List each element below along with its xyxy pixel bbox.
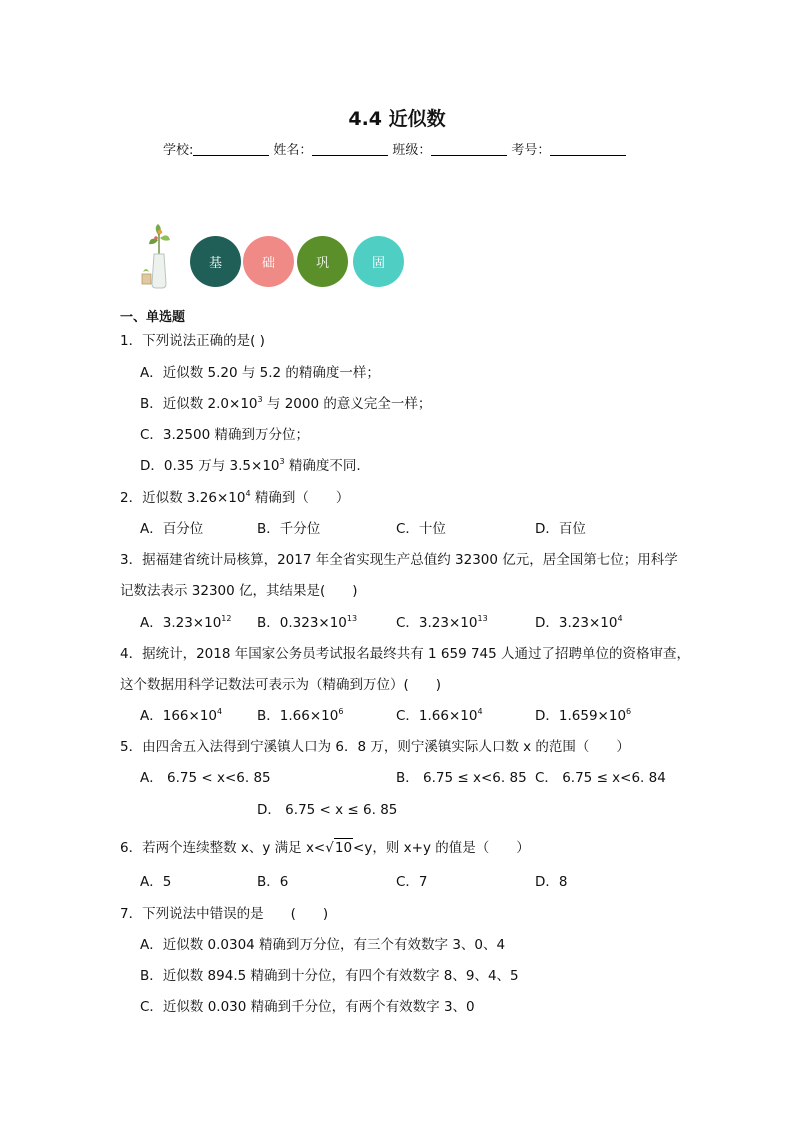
q3-stem-line1: 3．据福建省统计局核算，2017 年全省实现生产总值约 32300 亿元，居全国第七位；用科学 <box>120 552 678 568</box>
q6-radicand: 10 <box>334 840 353 856</box>
student-info-line <box>163 139 626 158</box>
q5-option-c: C． 6.75 ≤ x<6. 84 <box>535 770 666 786</box>
q5-option-a: A． 6.75 < x<6. 85 <box>140 770 271 786</box>
q1-b-post: 与 2000 的意义完全一样； <box>262 396 432 412</box>
q4-option-d <box>535 707 631 725</box>
name-label: 姓名： <box>273 143 313 158</box>
exam-no-label: 考号： <box>511 143 551 158</box>
q4-stem-line1: 4．据统计，2018 年国家公务员考试报名最终共有 1 659 745 人通过了招聘单位的资格审查， <box>120 646 691 662</box>
q4-b-exp: 6 <box>338 707 344 716</box>
q4-d-exp: 6 <box>626 707 632 716</box>
q5-option-d: D． 6.75 < x ≤ 6. 85 <box>257 802 398 818</box>
banner-circle-1: 基 <box>190 236 241 287</box>
q1-d-exp: 3 <box>279 457 285 466</box>
q5-option-b: B． 6.75 ≤ x<6. 85 <box>396 770 527 786</box>
q2-stem-pre: 2．近似数 3.26×10 <box>120 490 246 506</box>
school-label: 学校: <box>163 143 194 158</box>
name-blank <box>312 143 388 156</box>
q4-c-pre: C．1.66×10 <box>396 708 478 724</box>
q3-c-exp: 13 <box>477 614 488 623</box>
page-title: 4.4 近似数 <box>348 108 446 130</box>
q6-stem <box>120 838 530 857</box>
q1-d-pre: D．0.35 万与 3.5×10 <box>140 458 280 474</box>
q1-option-a: A．近似数 5.20 与 5.2 的精确度一样； <box>140 365 380 381</box>
q1-option-d <box>140 457 361 475</box>
q3-option-d <box>535 614 623 632</box>
q3-d-exp: 4 <box>617 614 623 623</box>
banner-circle-4: 固 <box>353 236 404 287</box>
q4-option-a <box>140 707 222 725</box>
q6-option-b: B．6 <box>257 874 289 890</box>
q7-option-c: C．近似数 0.030 精确到千分位，有两个有效数字 3、0 <box>140 999 475 1015</box>
q2-option-c: C．十位 <box>396 521 446 537</box>
q3-option-b <box>257 614 357 632</box>
banner-circle-2: 础 <box>243 236 294 287</box>
sqrt-sign-icon: √ <box>325 840 334 856</box>
q6-option-a: A．5 <box>140 874 172 890</box>
q7-option-a: A．近似数 0.0304 精确到万分位，有三个有效数字 3、0、4 <box>140 937 506 953</box>
q3-b-exp: 13 <box>346 614 358 623</box>
q3-a-exp: 12 <box>221 614 232 623</box>
q4-b-pre: B．1.66×10 <box>257 708 339 724</box>
q6-stem-mid: <y，则 x+y 的值是（ ） <box>353 840 530 856</box>
q3-option-a <box>140 614 231 632</box>
q5-stem: 5．由四舍五入法得到宁溪镇人口为 6．8 万，则宁溪镇实际人口数 x 的范围（ ） <box>120 739 630 755</box>
plant-vase-icon <box>140 224 176 290</box>
q2-stem <box>120 489 349 507</box>
q6-option-c: C．7 <box>396 874 428 890</box>
class-label: 班级： <box>392 143 432 158</box>
school-blank <box>193 143 269 156</box>
q7-option-b: B．近似数 894.5 精确到十分位，有四个有效数字 8、9、4、5 <box>140 968 519 984</box>
q1-b-pre: B．近似数 2.0×10 <box>140 396 258 412</box>
q4-a-pre: A．166×10 <box>140 708 217 724</box>
q3-stem-line2: 记数法表示 32300 亿，其结果是( ) <box>120 583 358 599</box>
section-title: 一、单选题 <box>120 310 186 325</box>
q3-c-pre: C．3.23×10 <box>396 615 478 631</box>
q2-option-a: A．百分位 <box>140 521 204 537</box>
q4-d-pre: D．1.659×10 <box>535 708 627 724</box>
q1-option-c: C．3.2500 精确到万分位； <box>140 427 309 443</box>
section-banner <box>140 224 410 290</box>
q4-option-b <box>257 707 343 725</box>
q4-option-c <box>396 707 483 725</box>
q2-stem-exp: 4 <box>245 489 251 498</box>
q3-b-pre: B．0.323×10 <box>257 615 347 631</box>
q6-stem-pre: 6．若两个连续整数 x、y 满足 x< <box>120 840 326 856</box>
q1-d-post: 精确度不同. <box>284 458 361 474</box>
q2-option-b: B．千分位 <box>257 521 321 537</box>
q6-option-d: D．8 <box>535 874 568 890</box>
q1-stem: 1．下列说法正确的是( ) <box>120 333 265 349</box>
q3-option-c <box>396 614 488 632</box>
q2-option-d: D．百位 <box>535 521 586 537</box>
q2-stem-post: 精确到（ ） <box>250 490 350 506</box>
q4-stem-line2: 这个数据用科学记数法可表示为（精确到万位）( ) <box>120 677 442 693</box>
q4-a-exp: 4 <box>217 707 223 716</box>
q1-b-exp: 3 <box>257 395 263 404</box>
banner-circle-3: 巩 <box>297 236 348 287</box>
q4-c-exp: 4 <box>477 707 483 716</box>
exam-no-blank <box>550 143 626 156</box>
q3-a-pre: A．3.23×10 <box>140 615 222 631</box>
q7-stem: 7．下列说法中错误的是 ( ) <box>120 906 329 922</box>
q1-option-b <box>140 395 431 413</box>
q3-d-pre: D．3.23×10 <box>535 615 618 631</box>
class-blank <box>431 143 507 156</box>
